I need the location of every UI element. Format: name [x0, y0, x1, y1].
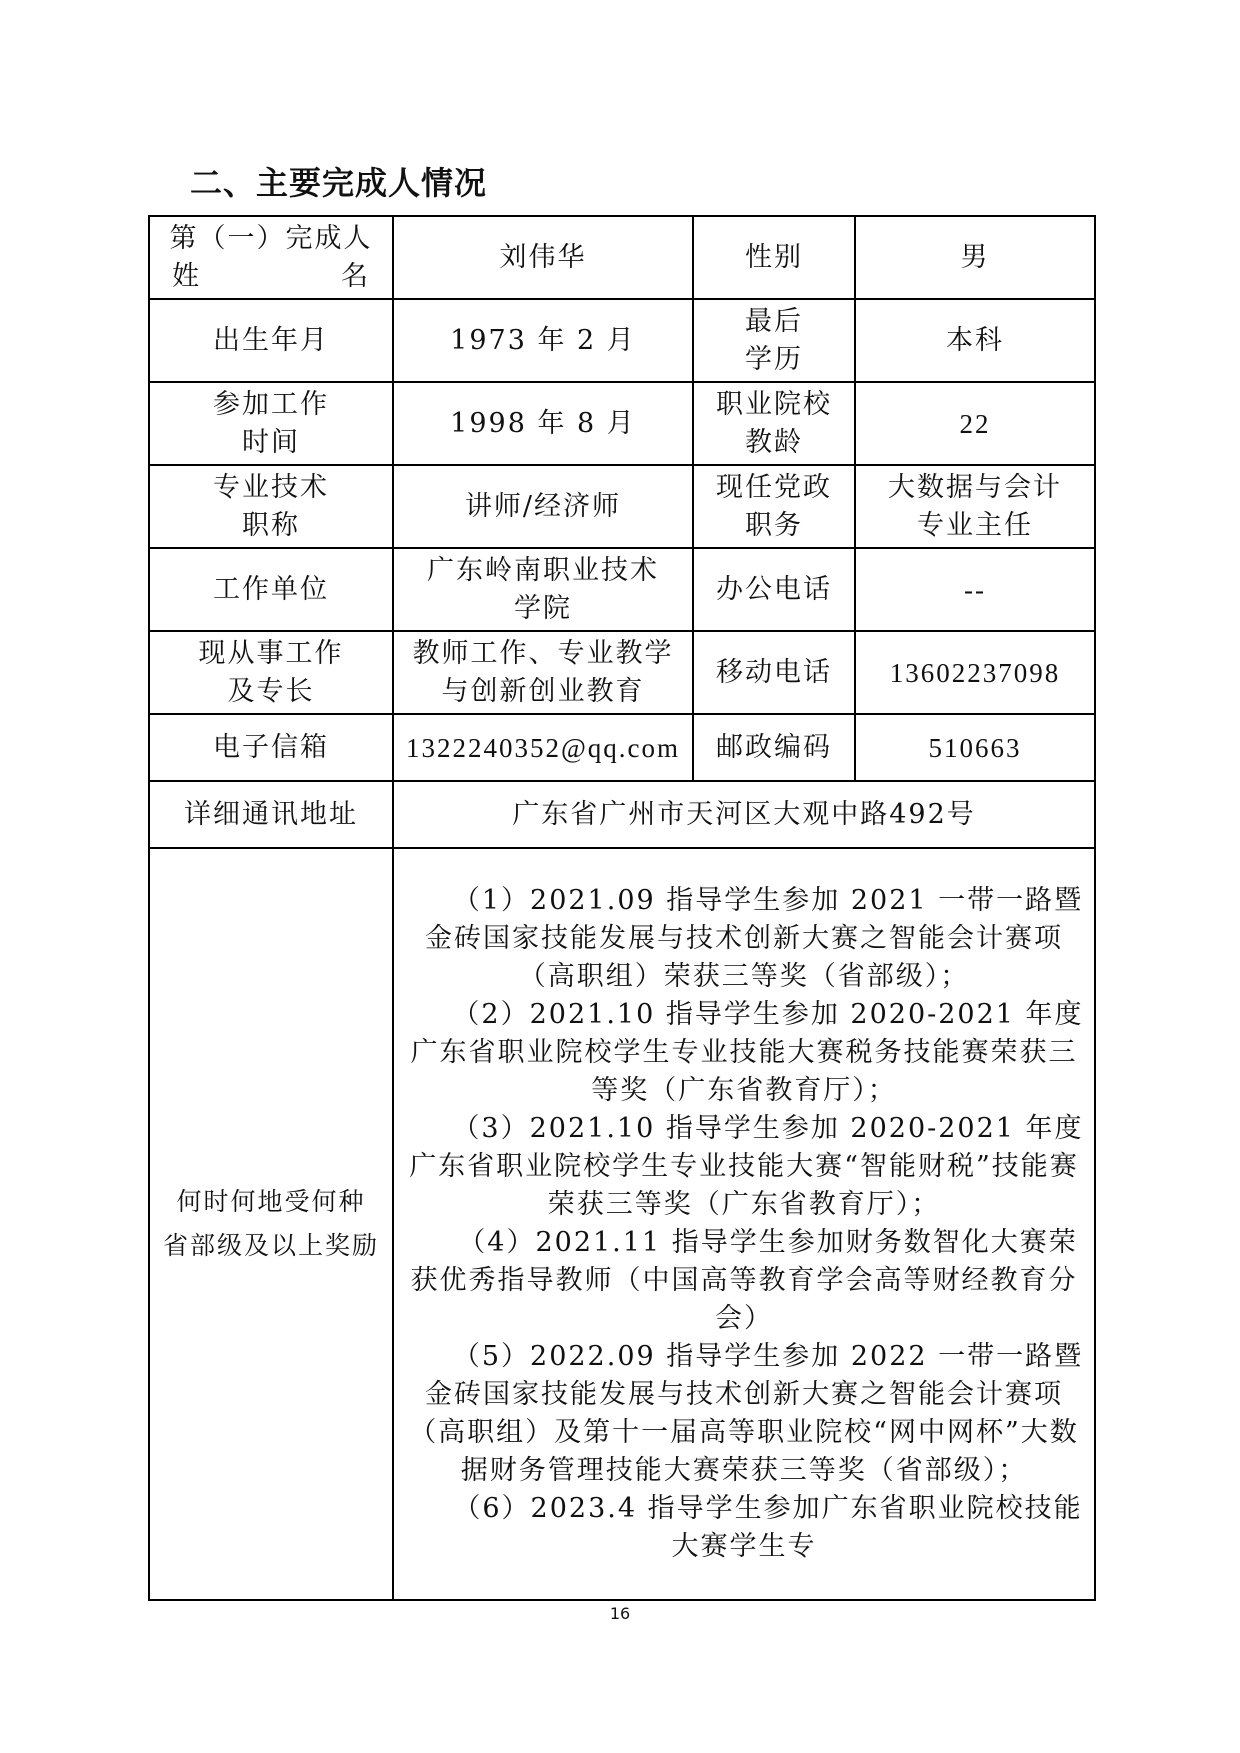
- personnel-info-table: [148, 215, 1096, 1601]
- email-value: 1322240352@qq.com: [393, 714, 693, 781]
- table-row: [149, 216, 1095, 299]
- award-item: （4）2021.11 指导学生参加财务数智化大赛荣获优秀指导教师（中国高等教育学会高等财经教育分会）: [410, 1227, 1078, 1334]
- awards-list: [393, 848, 1095, 1600]
- name-value: 刘伟华: [393, 216, 693, 299]
- teaching-years-label: 职业院校 教龄: [693, 382, 855, 465]
- current-work-value: 教师工作、专业教学 与创新创业教育: [393, 631, 693, 714]
- gender-label: 性别: [693, 216, 855, 299]
- position-value: 大数据与会计 专业主任: [855, 465, 1095, 548]
- address-value: 广东省广州市天河区大观中路492号: [393, 781, 1095, 848]
- current-work-label: 现从事工作 及专长: [149, 631, 393, 714]
- address-label: 详细通讯地址: [149, 781, 393, 848]
- table-row: [149, 631, 1095, 714]
- title-label: 专业技术 职称: [149, 465, 393, 548]
- birth-label: 出生年月: [149, 299, 393, 382]
- office-phone-value: --: [855, 548, 1095, 631]
- work-start-label: 参加工作 时间: [149, 382, 393, 465]
- table-row: [149, 382, 1095, 465]
- table-row: [149, 465, 1095, 548]
- award-item: （5）2022.09 指导学生参加 2022 一带一路暨金砖国家技能发展与技术创新大赛之智能会计赛项（高职组）及第十一届高等职业院校“网中网杯”大数据财务管理技能大赛荣获三等奖（省部级）；: [409, 1341, 1084, 1486]
- birth-value: 1973 年 2 月: [393, 299, 693, 382]
- table-row: [149, 548, 1095, 631]
- award-item: （6）2023.4 指导学生参加广东省职业院校技能大赛学生专: [453, 1493, 1083, 1562]
- office-phone-label: 办公电话: [693, 548, 855, 631]
- page-number: 16: [609, 1604, 631, 1623]
- postcode-label: 邮政编码: [693, 714, 855, 781]
- postcode-value: 510663: [855, 714, 1095, 781]
- mobile-value: 13602237098: [855, 631, 1095, 714]
- teaching-years-value: 22: [855, 382, 1095, 465]
- name-label: 第（一）完成人 姓 名: [149, 216, 393, 299]
- employer-label: 工作单位: [149, 548, 393, 631]
- gender-value: 男: [855, 216, 1095, 299]
- employer-value: 广东岭南职业技术 学院: [393, 548, 693, 631]
- work-start-value: 1998 年 8 月: [393, 382, 693, 465]
- award-item: （3）2021.10 指导学生参加 2020-2021 年度广东省职业院校学生专业技能大赛“智能财税”技能赛荣获三等奖（广东省教育厅）；: [409, 1113, 1084, 1220]
- table-row: [149, 781, 1095, 848]
- title-value: 讲师/经济师: [393, 465, 693, 548]
- table-row: [149, 848, 1095, 1600]
- table-row: [149, 299, 1095, 382]
- position-label: 现任党政 职务: [693, 465, 855, 548]
- education-label: 最后 学历: [693, 299, 855, 382]
- award-item: （2）2021.10 指导学生参加 2020-2021 年度广东省职业院校学生专业技能大赛税务技能赛荣获三等奖（广东省教育厅）；: [410, 999, 1084, 1106]
- mobile-label: 移动电话: [693, 631, 855, 714]
- education-value: 本科: [855, 299, 1095, 382]
- table-row: [149, 714, 1095, 781]
- section-title: 二、主要完成人情况: [190, 164, 488, 202]
- email-label: 电子信箱: [149, 714, 393, 781]
- awards-label: 何时何地受何种 省部级及以上奖励: [149, 848, 393, 1600]
- award-item: （1）2021.09 指导学生参加 2021 一带一路暨金砖国家技能发展与技术创新大赛之智能会计赛项（高职组）荣获三等奖（省部级）；: [425, 885, 1084, 992]
